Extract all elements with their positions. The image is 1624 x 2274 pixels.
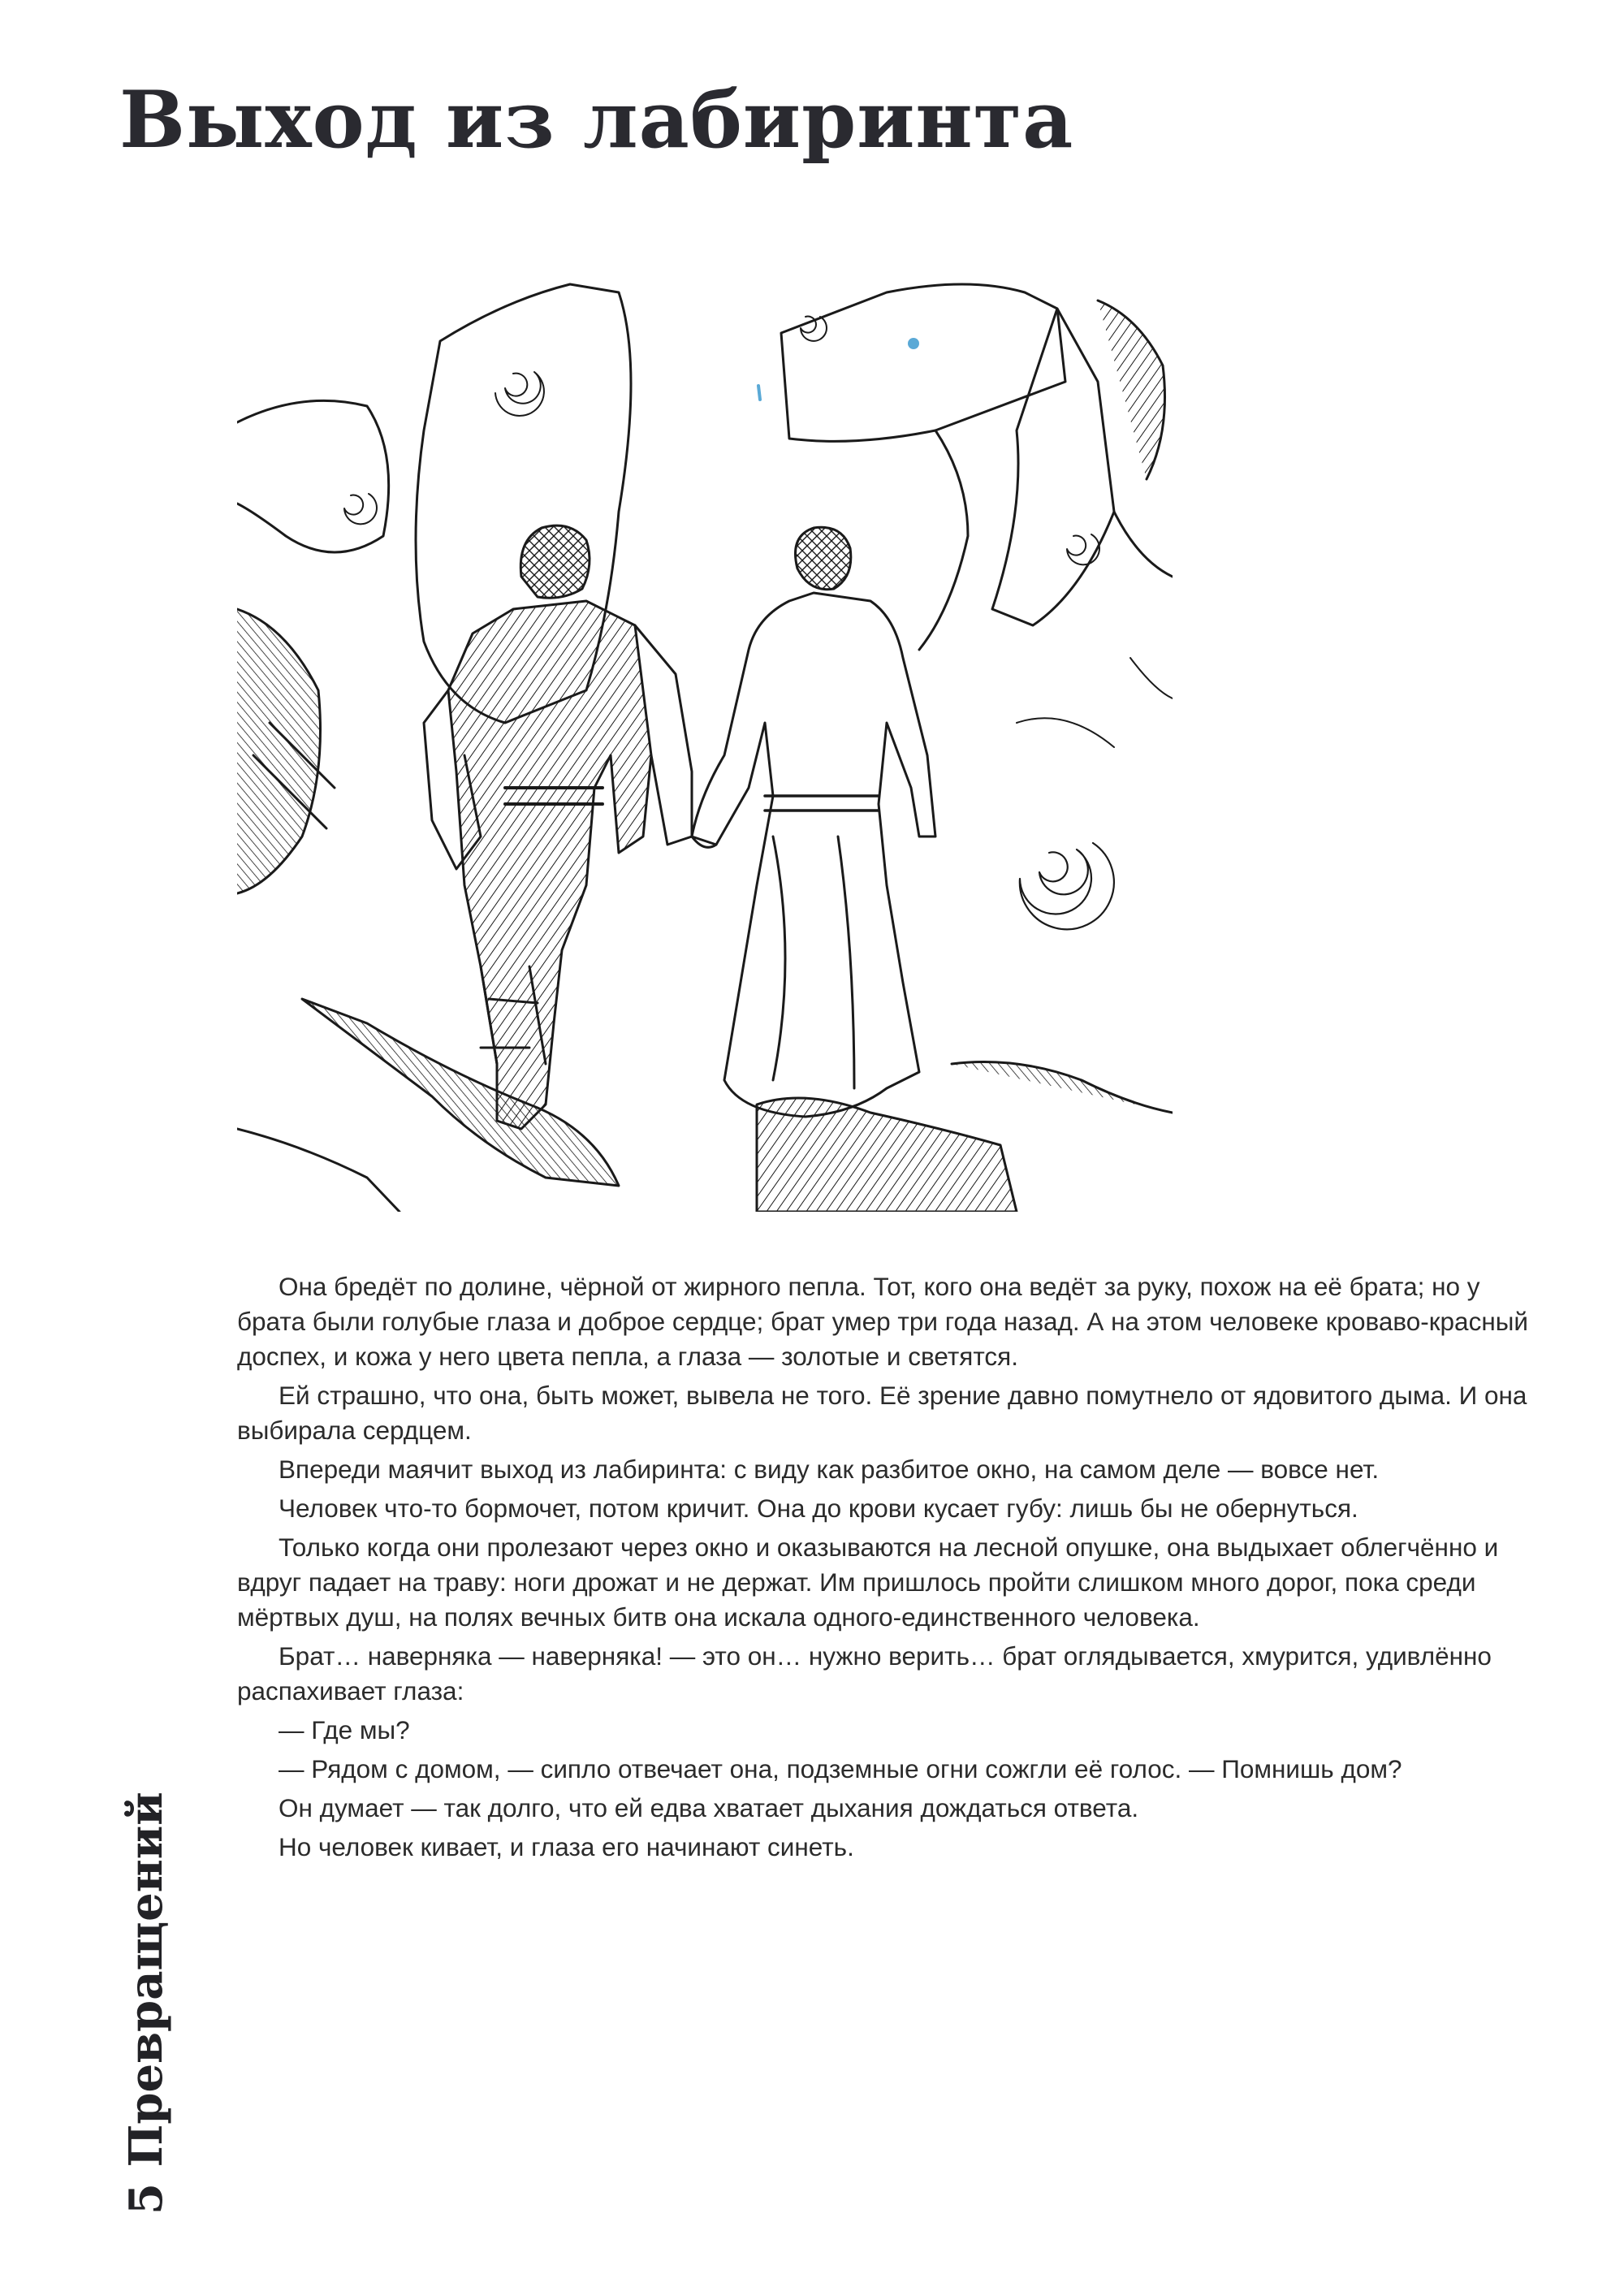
ink-drawing [237,268,1173,1212]
section-label: 5 Превращений [119,1792,173,2215]
paragraph: Но человек кивает, и глаза его начинают синеть. [279,1832,854,1861]
dialogue-line: — Где мы? [279,1715,410,1744]
paragraph: Он думает — так долго, что ей едва хватает дыхания дождаться ответа. [279,1793,1139,1822]
illustration [237,268,1173,1212]
dialogue-line: — Рядом с домом, — сипло отвечает она, подземные огни сожгли её голос. — Помнишь дом? [279,1754,1402,1783]
paragraph: Впереди маячит выход из лабиринта: с виду как разбитое окно, на самом деле — вовсе нет. [279,1455,1380,1484]
paragraph: Только когда они пролезают через окно и оказываются на лесной опушке, она выдыхает облегчённо и вдруг падает на траву: ноги дрожат и не держат. Им пришлось пройти слишком много дорог, пока среди мёртвых душ, на полях вечных битв она искала одного-единственного человека. [237,1533,1499,1632]
paragraph: Ей страшно, что она, быть может, вывела не того. Её зрение давно помутнело от ядовитого дыма. И она выбирала сердцем. [237,1381,1527,1445]
blue-mark [908,338,919,349]
page-title: Выход из лабиринта [119,74,1074,166]
story-text [237,1269,1536,1869]
paragraph: Брат… наверняка — наверняка! — это он… нужно верить… брат оглядывается, хмурится, удивлённо распахивает глаза: [237,1641,1492,1706]
paragraph: Человек что-то бормочет, потом кричит. Она до крови кусает губу: лишь бы не обернуться. [279,1494,1358,1523]
paragraph: Она бредёт по долине, чёрной от жирного пепла. Тот, кого она ведёт за руку, похож на её брата; но у брата были голубые глаза и доброе сердце; брат умер три года назад. А на этом человеке кроваво-красный доспех, и кожа у него цвета пепла, а глаза — золотые и светятся. [237,1272,1528,1371]
